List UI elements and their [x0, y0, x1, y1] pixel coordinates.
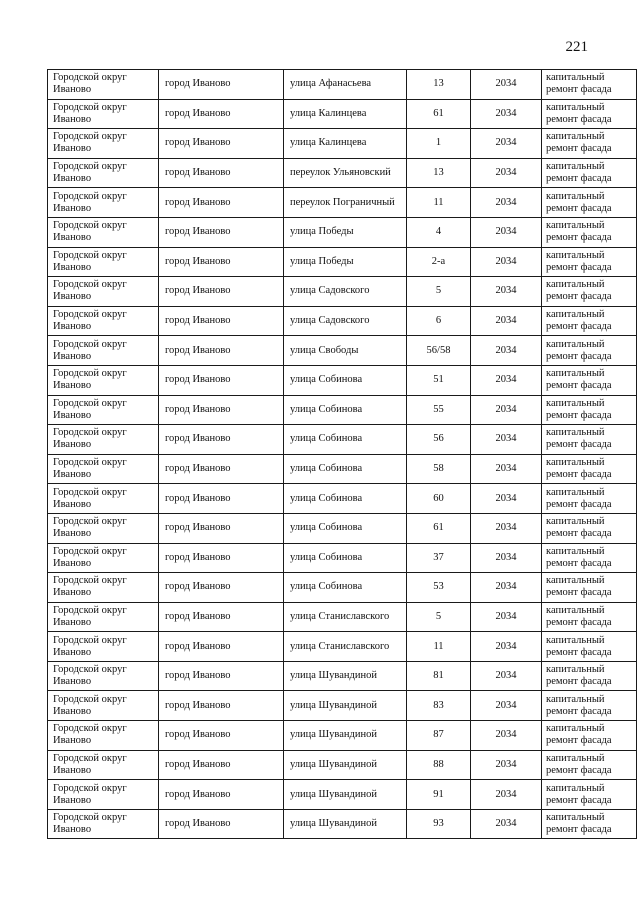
table-row: [48, 721, 637, 751]
cell-district: Городской округ Иваново: [48, 306, 159, 336]
cell-city: город Иваново: [159, 129, 284, 159]
cell-year: 2034: [471, 484, 542, 514]
table-body: [48, 70, 637, 839]
cell-work-type: капитальный ремонт фасада: [542, 809, 637, 839]
cell-house-number: 93: [407, 809, 471, 839]
cell-work-type: капитальный ремонт фасада: [542, 454, 637, 484]
cell-city: город Иваново: [159, 721, 284, 751]
cell-district: Городской округ Иваново: [48, 809, 159, 839]
table-row: [48, 573, 637, 603]
cell-district: Городской округ Иваново: [48, 721, 159, 751]
cell-district: Городской округ Иваново: [48, 277, 159, 307]
cell-year: 2034: [471, 158, 542, 188]
cell-year: 2034: [471, 277, 542, 307]
cell-street: улица Шувандиной: [284, 721, 407, 751]
cell-city: город Иваново: [159, 188, 284, 218]
cell-street: улица Собинова: [284, 484, 407, 514]
cell-work-type: капитальный ремонт фасада: [542, 277, 637, 307]
cell-street: улица Собинова: [284, 395, 407, 425]
cell-district: Городской округ Иваново: [48, 395, 159, 425]
cell-year: 2034: [471, 217, 542, 247]
cell-street: улица Победы: [284, 217, 407, 247]
table-row: [48, 188, 637, 218]
cell-year: 2034: [471, 750, 542, 780]
table-row: [48, 809, 637, 839]
cell-district: Городской округ Иваново: [48, 513, 159, 543]
cell-work-type: капитальный ремонт фасада: [542, 602, 637, 632]
cell-house-number: 87: [407, 721, 471, 751]
table-row: [48, 632, 637, 662]
cell-street: улица Собинова: [284, 573, 407, 603]
table-row: [48, 277, 637, 307]
cell-house-number: 88: [407, 750, 471, 780]
cell-work-type: капитальный ремонт фасада: [542, 365, 637, 395]
cell-street: улица Садовского: [284, 277, 407, 307]
cell-street: улица Собинова: [284, 543, 407, 573]
cell-work-type: капитальный ремонт фасада: [542, 129, 637, 159]
cell-year: 2034: [471, 365, 542, 395]
cell-city: город Иваново: [159, 277, 284, 307]
cell-house-number: 60: [407, 484, 471, 514]
cell-city: город Иваново: [159, 158, 284, 188]
cell-house-number: 56: [407, 425, 471, 455]
cell-house-number: 11: [407, 188, 471, 218]
cell-street: улица Калинцева: [284, 99, 407, 129]
cell-year: 2034: [471, 543, 542, 573]
cell-street: переулок Пограничный: [284, 188, 407, 218]
table-row: [48, 99, 637, 129]
cell-street: улица Шувандиной: [284, 661, 407, 691]
cell-street: улица Собинова: [284, 513, 407, 543]
cell-year: 2034: [471, 602, 542, 632]
cell-house-number: 91: [407, 780, 471, 810]
cell-house-number: 13: [407, 158, 471, 188]
cell-house-number: 4: [407, 217, 471, 247]
cell-house-number: 13: [407, 70, 471, 100]
cell-district: Городской округ Иваново: [48, 632, 159, 662]
cell-city: город Иваново: [159, 217, 284, 247]
cell-work-type: капитальный ремонт фасада: [542, 484, 637, 514]
cell-street: переулок Ульяновский: [284, 158, 407, 188]
cell-house-number: 5: [407, 602, 471, 632]
table-row: [48, 395, 637, 425]
cell-work-type: капитальный ремонт фасада: [542, 395, 637, 425]
cell-year: 2034: [471, 691, 542, 721]
table-row: [48, 602, 637, 632]
cell-city: город Иваново: [159, 454, 284, 484]
table-row: [48, 365, 637, 395]
cell-street: улица Садовского: [284, 306, 407, 336]
page-number: 221: [565, 39, 588, 55]
cell-city: город Иваново: [159, 632, 284, 662]
cell-year: 2034: [471, 721, 542, 751]
cell-house-number: 37: [407, 543, 471, 573]
cell-work-type: капитальный ремонт фасада: [542, 99, 637, 129]
cell-district: Городской округ Иваново: [48, 188, 159, 218]
cell-work-type: капитальный ремонт фасада: [542, 513, 637, 543]
cell-work-type: капитальный ремонт фасада: [542, 661, 637, 691]
cell-street: улица Шувандиной: [284, 780, 407, 810]
table-row: [48, 780, 637, 810]
cell-city: город Иваново: [159, 484, 284, 514]
cell-city: город Иваново: [159, 365, 284, 395]
cell-year: 2034: [471, 573, 542, 603]
cell-house-number: 83: [407, 691, 471, 721]
cell-street: улица Шувандиной: [284, 691, 407, 721]
cell-city: город Иваново: [159, 513, 284, 543]
table-row: [48, 217, 637, 247]
cell-year: 2034: [471, 188, 542, 218]
cell-year: 2034: [471, 661, 542, 691]
table-row: [48, 661, 637, 691]
table-row: [48, 247, 637, 277]
cell-city: город Иваново: [159, 336, 284, 366]
cell-city: город Иваново: [159, 750, 284, 780]
cell-work-type: капитальный ремонт фасада: [542, 780, 637, 810]
cell-work-type: капитальный ремонт фасада: [542, 632, 637, 662]
cell-year: 2034: [471, 780, 542, 810]
cell-work-type: капитальный ремонт фасада: [542, 247, 637, 277]
cell-year: 2034: [471, 425, 542, 455]
cell-district: Городской округ Иваново: [48, 750, 159, 780]
cell-district: Городской округ Иваново: [48, 365, 159, 395]
table-row: [48, 306, 637, 336]
cell-work-type: капитальный ремонт фасада: [542, 70, 637, 100]
cell-city: город Иваново: [159, 99, 284, 129]
cell-street: улица Собинова: [284, 365, 407, 395]
cell-district: Городской округ Иваново: [48, 247, 159, 277]
cell-city: город Иваново: [159, 395, 284, 425]
cell-street: улица Свободы: [284, 336, 407, 366]
cell-work-type: капитальный ремонт фасада: [542, 217, 637, 247]
cell-house-number: 5: [407, 277, 471, 307]
cell-house-number: 58: [407, 454, 471, 484]
cell-work-type: капитальный ремонт фасада: [542, 573, 637, 603]
cell-work-type: капитальный ремонт фасада: [542, 306, 637, 336]
cell-house-number: 55: [407, 395, 471, 425]
cell-year: 2034: [471, 129, 542, 159]
cell-house-number: 81: [407, 661, 471, 691]
cell-city: город Иваново: [159, 306, 284, 336]
cell-city: город Иваново: [159, 809, 284, 839]
cell-district: Городской округ Иваново: [48, 336, 159, 366]
table-row: [48, 336, 637, 366]
cell-year: 2034: [471, 809, 542, 839]
cell-work-type: капитальный ремонт фасада: [542, 691, 637, 721]
cell-house-number: 2-а: [407, 247, 471, 277]
cell-city: город Иваново: [159, 543, 284, 573]
cell-city: город Иваново: [159, 602, 284, 632]
cell-street: улица Собинова: [284, 454, 407, 484]
cell-house-number: 6: [407, 306, 471, 336]
cell-district: Городской округ Иваново: [48, 691, 159, 721]
cell-city: город Иваново: [159, 425, 284, 455]
cell-district: Городской округ Иваново: [48, 129, 159, 159]
table-row: [48, 691, 637, 721]
cell-work-type: капитальный ремонт фасада: [542, 721, 637, 751]
cell-work-type: капитальный ремонт фасада: [542, 188, 637, 218]
cell-street: улица Станиславского: [284, 602, 407, 632]
cell-year: 2034: [471, 306, 542, 336]
cell-street: улица Станиславского: [284, 632, 407, 662]
cell-district: Городской округ Иваново: [48, 217, 159, 247]
table-row: [48, 158, 637, 188]
cell-street: улица Собинова: [284, 425, 407, 455]
table-row: [48, 750, 637, 780]
cell-work-type: капитальный ремонт фасада: [542, 750, 637, 780]
cell-work-type: капитальный ремонт фасада: [542, 425, 637, 455]
cell-work-type: капитальный ремонт фасада: [542, 158, 637, 188]
cell-city: город Иваново: [159, 70, 284, 100]
cell-district: Городской округ Иваново: [48, 780, 159, 810]
cell-district: Городской округ Иваново: [48, 70, 159, 100]
cell-city: город Иваново: [159, 780, 284, 810]
cell-district: Городской округ Иваново: [48, 454, 159, 484]
table-row: [48, 454, 637, 484]
cell-street: улица Афанасьева: [284, 70, 407, 100]
table-row: [48, 543, 637, 573]
cell-district: Городской округ Иваново: [48, 573, 159, 603]
cell-district: Городской округ Иваново: [48, 425, 159, 455]
cell-city: город Иваново: [159, 573, 284, 603]
cell-city: город Иваново: [159, 691, 284, 721]
cell-house-number: 51: [407, 365, 471, 395]
cell-house-number: 61: [407, 513, 471, 543]
cell-district: Городской округ Иваново: [48, 158, 159, 188]
cell-year: 2034: [471, 454, 542, 484]
cell-street: улица Шувандиной: [284, 750, 407, 780]
table-row: [48, 513, 637, 543]
cell-year: 2034: [471, 336, 542, 366]
cell-year: 2034: [471, 513, 542, 543]
cell-street: улица Победы: [284, 247, 407, 277]
buildings-table: [47, 69, 637, 839]
cell-house-number: 53: [407, 573, 471, 603]
cell-year: 2034: [471, 70, 542, 100]
table-row: [48, 129, 637, 159]
cell-work-type: капитальный ремонт фасада: [542, 543, 637, 573]
cell-district: Городской округ Иваново: [48, 543, 159, 573]
table-row: [48, 484, 637, 514]
cell-district: Городской округ Иваново: [48, 99, 159, 129]
cell-year: 2034: [471, 632, 542, 662]
cell-city: город Иваново: [159, 247, 284, 277]
table-row: [48, 70, 637, 100]
cell-street: улица Калинцева: [284, 129, 407, 159]
cell-house-number: 11: [407, 632, 471, 662]
cell-district: Городской округ Иваново: [48, 484, 159, 514]
table-row: [48, 425, 637, 455]
cell-city: город Иваново: [159, 661, 284, 691]
cell-work-type: капитальный ремонт фасада: [542, 336, 637, 366]
cell-house-number: 61: [407, 99, 471, 129]
cell-year: 2034: [471, 99, 542, 129]
cell-district: Городской округ Иваново: [48, 661, 159, 691]
cell-street: улица Шувандиной: [284, 809, 407, 839]
cell-year: 2034: [471, 395, 542, 425]
cell-year: 2034: [471, 247, 542, 277]
cell-house-number: 56/58: [407, 336, 471, 366]
cell-house-number: 1: [407, 129, 471, 159]
cell-district: Городской округ Иваново: [48, 602, 159, 632]
